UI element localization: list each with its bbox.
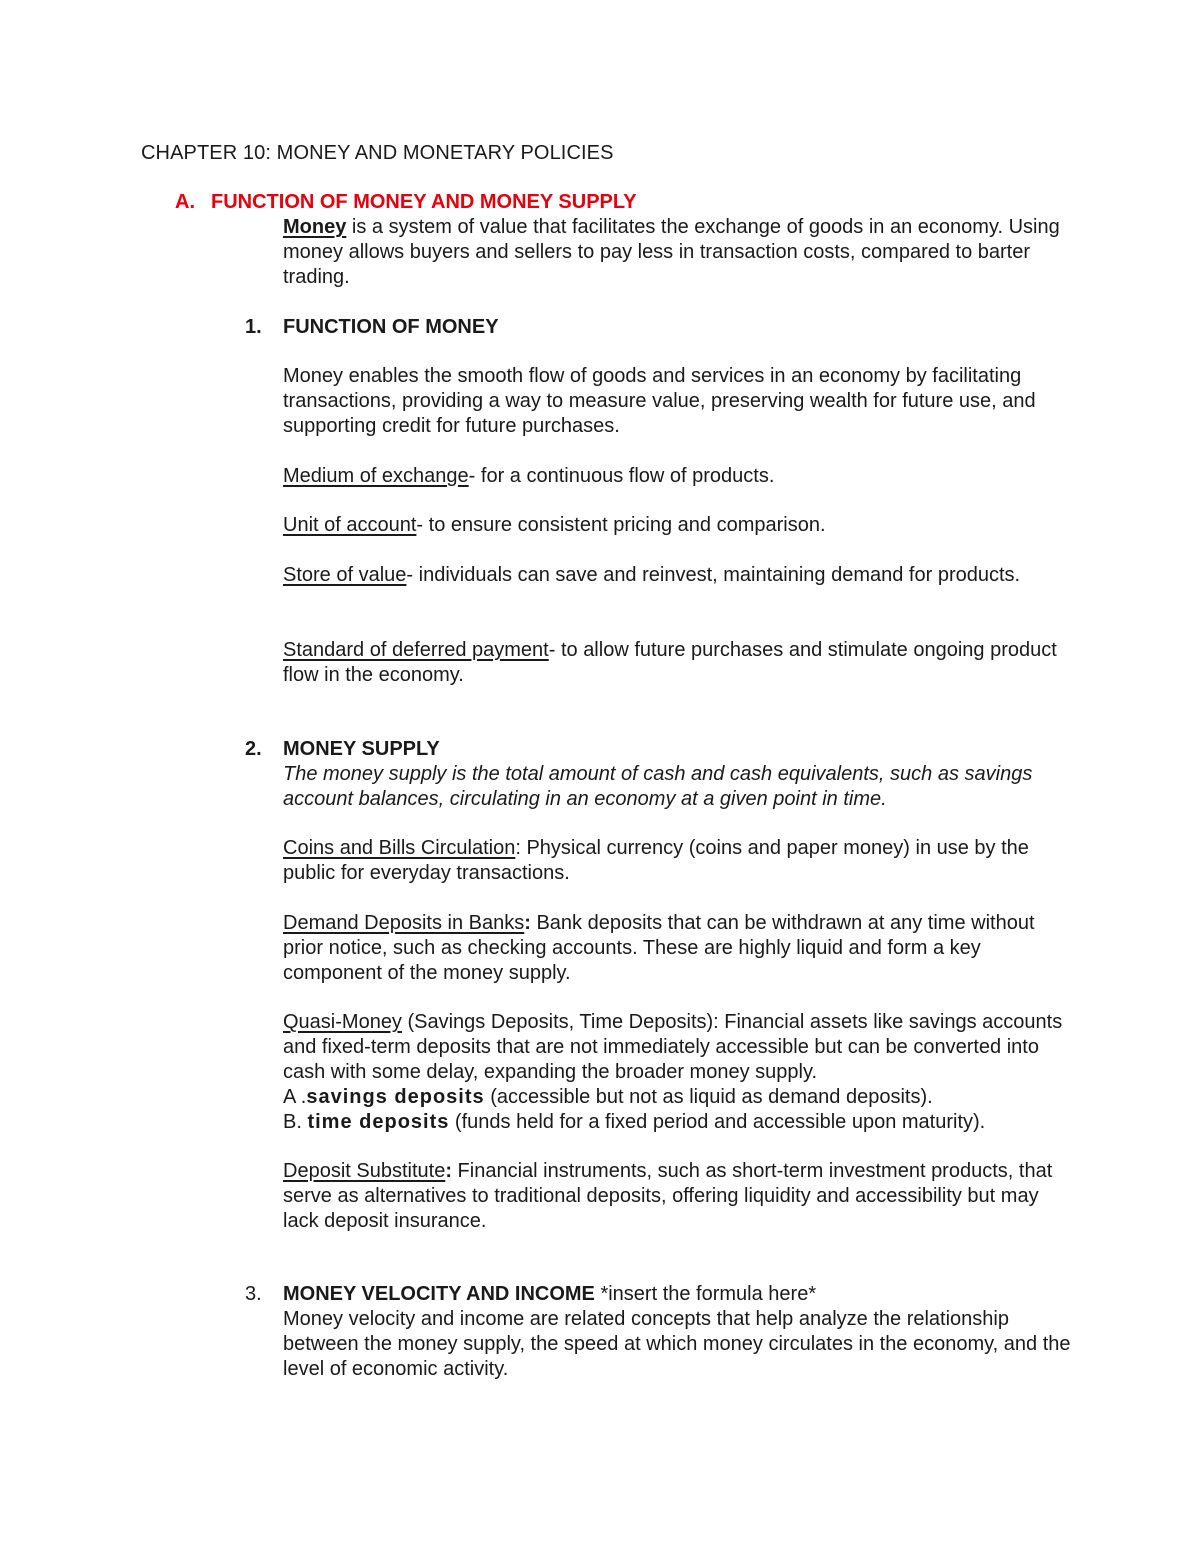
- item-number: 2.: [245, 738, 262, 760]
- function-description-text: Money enables the smooth flow of goods and services in an economy by facilitating transactions, providing a way to measure value, preserving wealth for future use, and supporting credit for future purchases.: [283, 365, 1036, 437]
- function-unit-of-account: [283, 513, 1073, 538]
- supply-term: Demand Deposits in Banks: [283, 912, 525, 934]
- money-supply-definition: [283, 762, 1073, 812]
- supply-text: Bank deposits that can be withdrawn at any time without prior notice, such as checking accounts. These are highly liquid and form a key component of the money supply.: [283, 912, 1035, 984]
- function-deferred-payment: [283, 638, 1073, 688]
- supply-term: Quasi-Money: [283, 1011, 402, 1033]
- heading-text: MONEY SUPPLY: [283, 738, 440, 760]
- chapter-title: CHAPTER 10: MONEY AND MONETARY POLICIES: [141, 142, 614, 164]
- quasi-b-term: time deposits: [307, 1111, 450, 1133]
- item-number: 1.: [245, 316, 262, 338]
- quasi-b-text: (funds held for a fixed period and accessible upon maturity).: [449, 1111, 986, 1133]
- item-number: 3.: [245, 1283, 262, 1305]
- function-text: - to allow future purchases and stimulate ongoing product flow in the economy.: [283, 639, 1057, 686]
- heading-function-of-money: [245, 315, 499, 340]
- function-term: Unit of account: [283, 514, 417, 536]
- function-text: - to ensure consistent pricing and comparison.: [416, 514, 826, 536]
- quasi-b-prefix: B.: [283, 1111, 308, 1133]
- function-description: [283, 364, 1073, 439]
- supply-text: Financial instruments, such as short-term investment products, that serve as alternatives to traditional deposits, offering liquidity and accessibility but may lack deposit insurance.: [283, 1160, 1053, 1232]
- function-text: - for a continuous flow of products.: [468, 465, 775, 487]
- supply-term: Coins and Bills Circulation: [283, 837, 516, 859]
- deposit-substitute: [283, 1159, 1073, 1234]
- heading-text: MONEY VELOCITY AND INCOME: [283, 1283, 595, 1305]
- money-term: Money: [283, 216, 347, 238]
- supply-text: (Savings Deposits, Time Deposits): Financial assets like savings accounts and fixed-term deposits that are not immediately accessible but can be converted into cash with some delay, expanding the broader money supply.: [283, 1011, 1063, 1083]
- supply-text: Physical currency (coins and paper money) in use by the public for everyday transactions.: [283, 837, 1029, 884]
- heading-text: FUNCTION OF MONEY: [283, 316, 499, 338]
- money-supply-definition-text: The money supply is the total amount of cash and cash equivalents, such as savings account balances, circulating in an economy at a given point in time.: [283, 763, 1033, 810]
- function-medium-of-exchange: [283, 464, 1073, 489]
- function-store-of-value: [283, 563, 1073, 588]
- supply-sep: :: [515, 837, 521, 859]
- function-text: - individuals can save and reinvest, maintaining demand for products.: [406, 564, 1021, 586]
- money-definition-text: is a system of value that facilitates the exchange of goods in an economy. Using money allows buyers and sellers to pay less in transaction costs, compared to barter trading.: [283, 216, 1060, 288]
- supply-sep: :: [524, 912, 531, 934]
- heading-money-velocity: [245, 1282, 816, 1307]
- quasi-a-text: (accessible but not as liquid as demand deposits).: [484, 1086, 933, 1108]
- quasi-item-b: [283, 1110, 1073, 1135]
- supply-term: Deposit Substitute: [283, 1160, 446, 1182]
- money-definition: [283, 215, 1073, 290]
- heading-money-supply: [245, 737, 440, 762]
- coins-and-bills: [283, 836, 1073, 886]
- function-term: Store of value: [283, 564, 407, 586]
- function-term: Standard of deferred payment: [283, 639, 549, 661]
- money-velocity-description: Money velocity and income are related concepts that help analyze the relationship between the money supply, the speed at which money circulates in the economy, and the level of economic activity.: [283, 1308, 1071, 1380]
- section-letter: A.: [175, 191, 195, 213]
- quasi-item-a: [283, 1085, 1073, 1110]
- demand-deposits: [283, 911, 1073, 986]
- quasi-a-term: savings deposits: [306, 1086, 485, 1108]
- money-velocity-text: [283, 1307, 1073, 1382]
- quasi-money: [283, 1010, 1073, 1135]
- function-term: Medium of exchange: [283, 465, 469, 487]
- supply-sep: :: [445, 1160, 452, 1182]
- formula-note: *insert the formula here*: [594, 1283, 817, 1305]
- section-heading-a: [175, 190, 637, 215]
- quasi-a-prefix: A .: [283, 1086, 307, 1108]
- section-heading-text: FUNCTION OF MONEY AND MONEY SUPPLY: [211, 191, 637, 213]
